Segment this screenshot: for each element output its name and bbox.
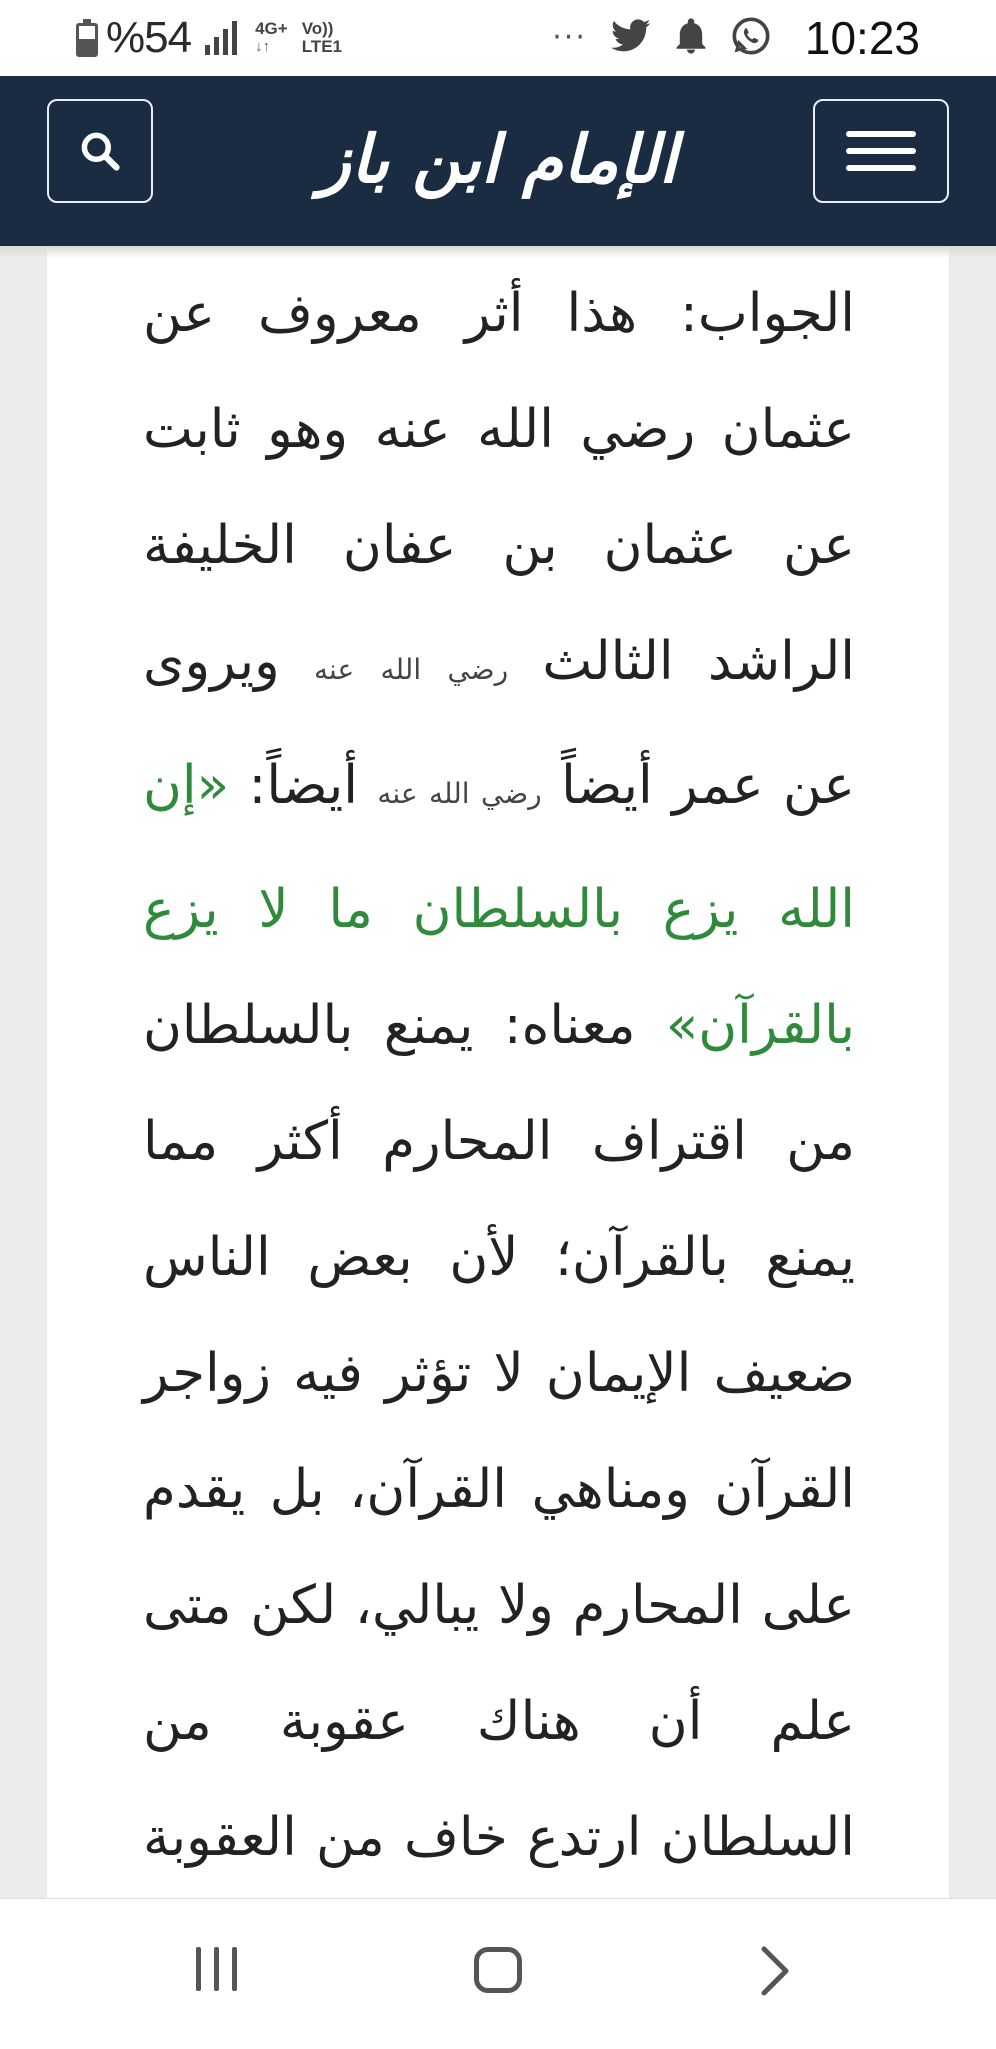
lte-label: LTE1 <box>301 37 342 56</box>
article-body <box>143 256 855 2012</box>
notification-bell-icon <box>675 18 707 58</box>
back-button[interactable] <box>758 1945 792 2001</box>
article-text: أيضاً: <box>229 755 378 816</box>
article-text: معناه: يمنع بالسلطان من اقتراف المحارم أكثر مما يمنع بالقرآن؛ لأن بعض الناس ضعيف الإيمان لا تؤثر فيه زواجر القرآن ومناهي القرآن، بل يقدم على المحارم ولا يبالي، لكن متى علم أن هناك عقوبة من السلطان ارتدع خاف من العقوبة <box>143 995 855 1868</box>
home-button[interactable] <box>474 1947 522 1993</box>
system-navigation-bar <box>0 1898 996 2049</box>
content-card <box>47 246 949 1898</box>
search-icon <box>78 129 122 173</box>
menu-button[interactable] <box>813 99 949 203</box>
signal-strength-icon <box>205 21 237 55</box>
article-text: الجواب: هذا أثر معروف عن عثمان رضي الله عنه وهو ثابت عن عثمان بن عفان الخليفة الراشد الثالث <box>143 283 855 692</box>
hamburger-menu-icon <box>846 129 916 173</box>
site-header <box>0 76 996 246</box>
battery-icon <box>76 19 98 57</box>
search-button[interactable] <box>47 99 153 203</box>
data-arrows-icon: ↓↑ <box>255 38 271 55</box>
chevron-right-icon <box>758 1945 792 1997</box>
site-logo[interactable] <box>290 84 706 234</box>
clock: 10:23 <box>804 12 920 64</box>
battery-percent: %54 <box>106 13 192 62</box>
status-right <box>552 12 920 64</box>
twitter-icon <box>611 19 651 57</box>
article-text: ويروى عن عمر أيضاً <box>143 631 856 816</box>
header-shadow <box>0 246 996 258</box>
status-bar <box>0 0 996 76</box>
quoted-hadith: «إن الله يزع بالسلطان ما لا يزع بالقرآن» <box>143 755 855 1056</box>
honorific-glyph: رضي الله عنه <box>377 777 542 810</box>
recent-apps-button[interactable] <box>196 1947 237 1991</box>
volte-indicator <box>302 20 342 56</box>
whatsapp-icon <box>731 16 771 60</box>
more-notifications-icon: ··· <box>552 20 587 55</box>
network-type-label: 4G+ <box>255 19 288 38</box>
logo-text: الإمام ابن باز <box>318 120 678 198</box>
volte-label: Vo)) <box>301 19 334 38</box>
honorific-glyph: رضي الله عنه <box>313 653 509 686</box>
recent-apps-icon <box>196 1947 201 1991</box>
network-type-indicator <box>255 20 288 56</box>
status-left <box>76 12 342 64</box>
